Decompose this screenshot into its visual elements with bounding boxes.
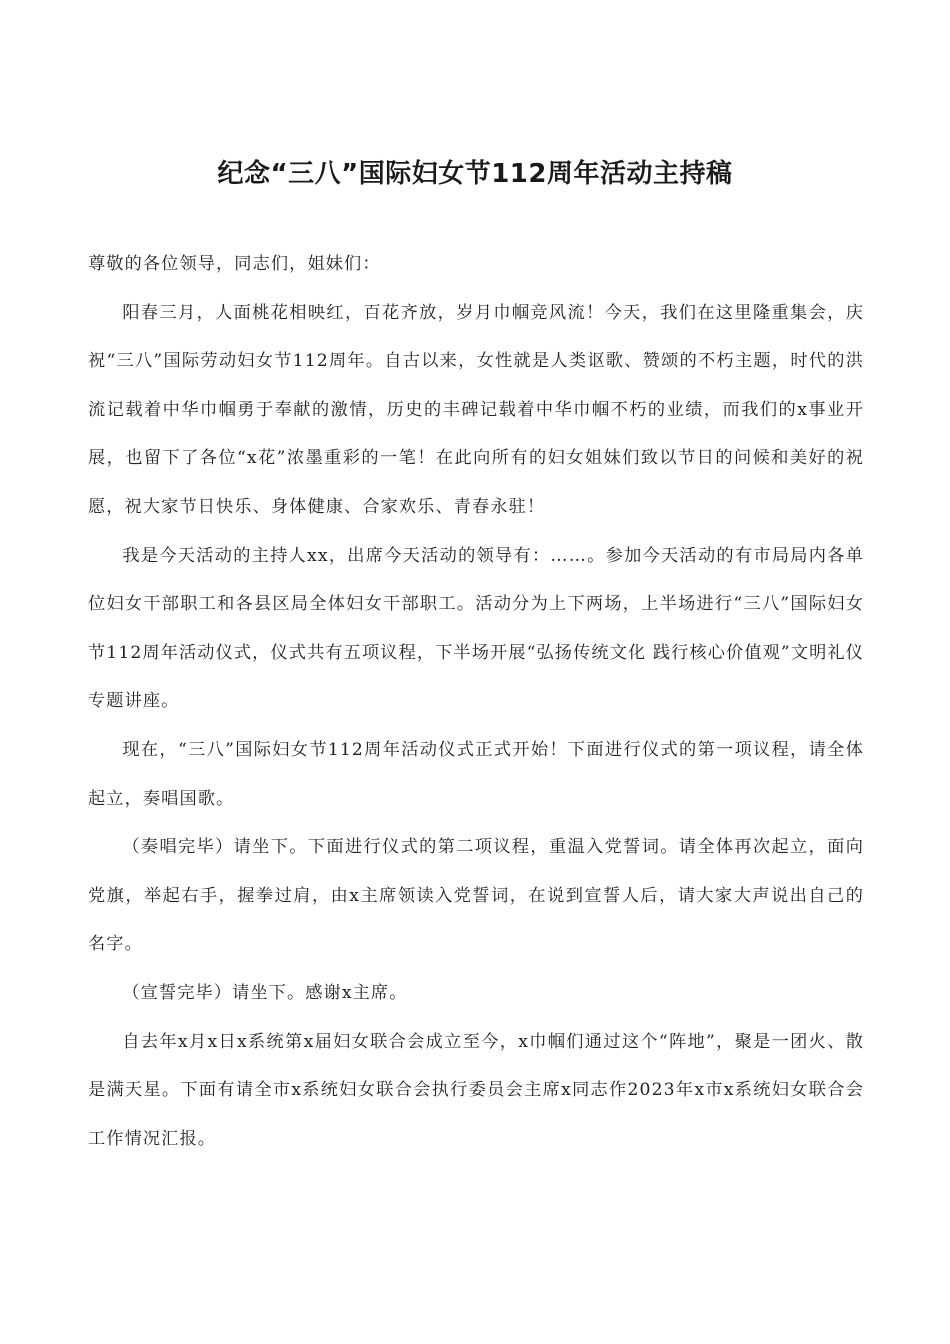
document-title: 纪念“三八”国际妇女节112周年活动主持稿 — [217, 159, 733, 189]
paragraph-oath-complete: （宣誓完毕）请坐下。感谢x主席。 — [122, 982, 408, 1003]
paragraph-host-intro: 我是今天活动的主持人xx，出席今天活动的领导有：……。参加今天活动的有市局局内各单位妇女干部职工和各县区局全体妇女干部职工。活动分为上下两场，上半场进行“三八”国际妇女节112周年活动仪式，仪式共有五项议程，下半场开展“弘扬传统文化 践行核心价值观”文明礼仪专题讲座。 — [88, 545, 864, 712]
paragraph-report: 自去年x月x日x系统第x届妇女联合会成立至今，x巾帼们通过这个“阵地”，聚是一团火、散是满天星。下面有请全市x系统妇女联合会执行委员会主席x同志作2023年x市x系统妇女联合会工作情况汇报。 — [88, 1031, 864, 1149]
document-body — [88, 240, 864, 1163]
paragraph-oath: （奏唱完毕）请坐下。下面进行仪式的第二项议程，重温入党誓词。请全体再次起立，面向党旗，举起右手，握拳过肩，由x主席领读入党誓词，在说到宣誓人后，请大家大声说出自己的名字。 — [88, 837, 864, 955]
paragraph-ceremony-start: 现在，“三八”国际妇女节112周年活动仪式正式开始！下面进行仪式的第一项议程，请全体起立，奏唱国歌。 — [88, 739, 864, 809]
salutation: 尊敬的各位领导，同志们，姐妹们： — [88, 254, 381, 274]
paragraph-opening: 阳春三月，人面桃花相映红，百花齐放，岁月巾帼竞风流！今天，我们在这里隆重集会，庆祝“三八”国际劳动妇女节112周年。自古以来，女性就是人类讴歌、赞颂的不朽主题，时代的洪流记载着中华巾帼勇于奉献的激情，历史的丰碑记载着中华巾帼不朽的业绩，而我们的x事业开展，也留下了各位“x花”浓墨重彩的一笔！在此向所有的妇女姐妹们致以节日的问候和美好的祝愿，祝大家节日快乐、身体健康、合家欢乐、青春永驻！ — [88, 302, 864, 517]
